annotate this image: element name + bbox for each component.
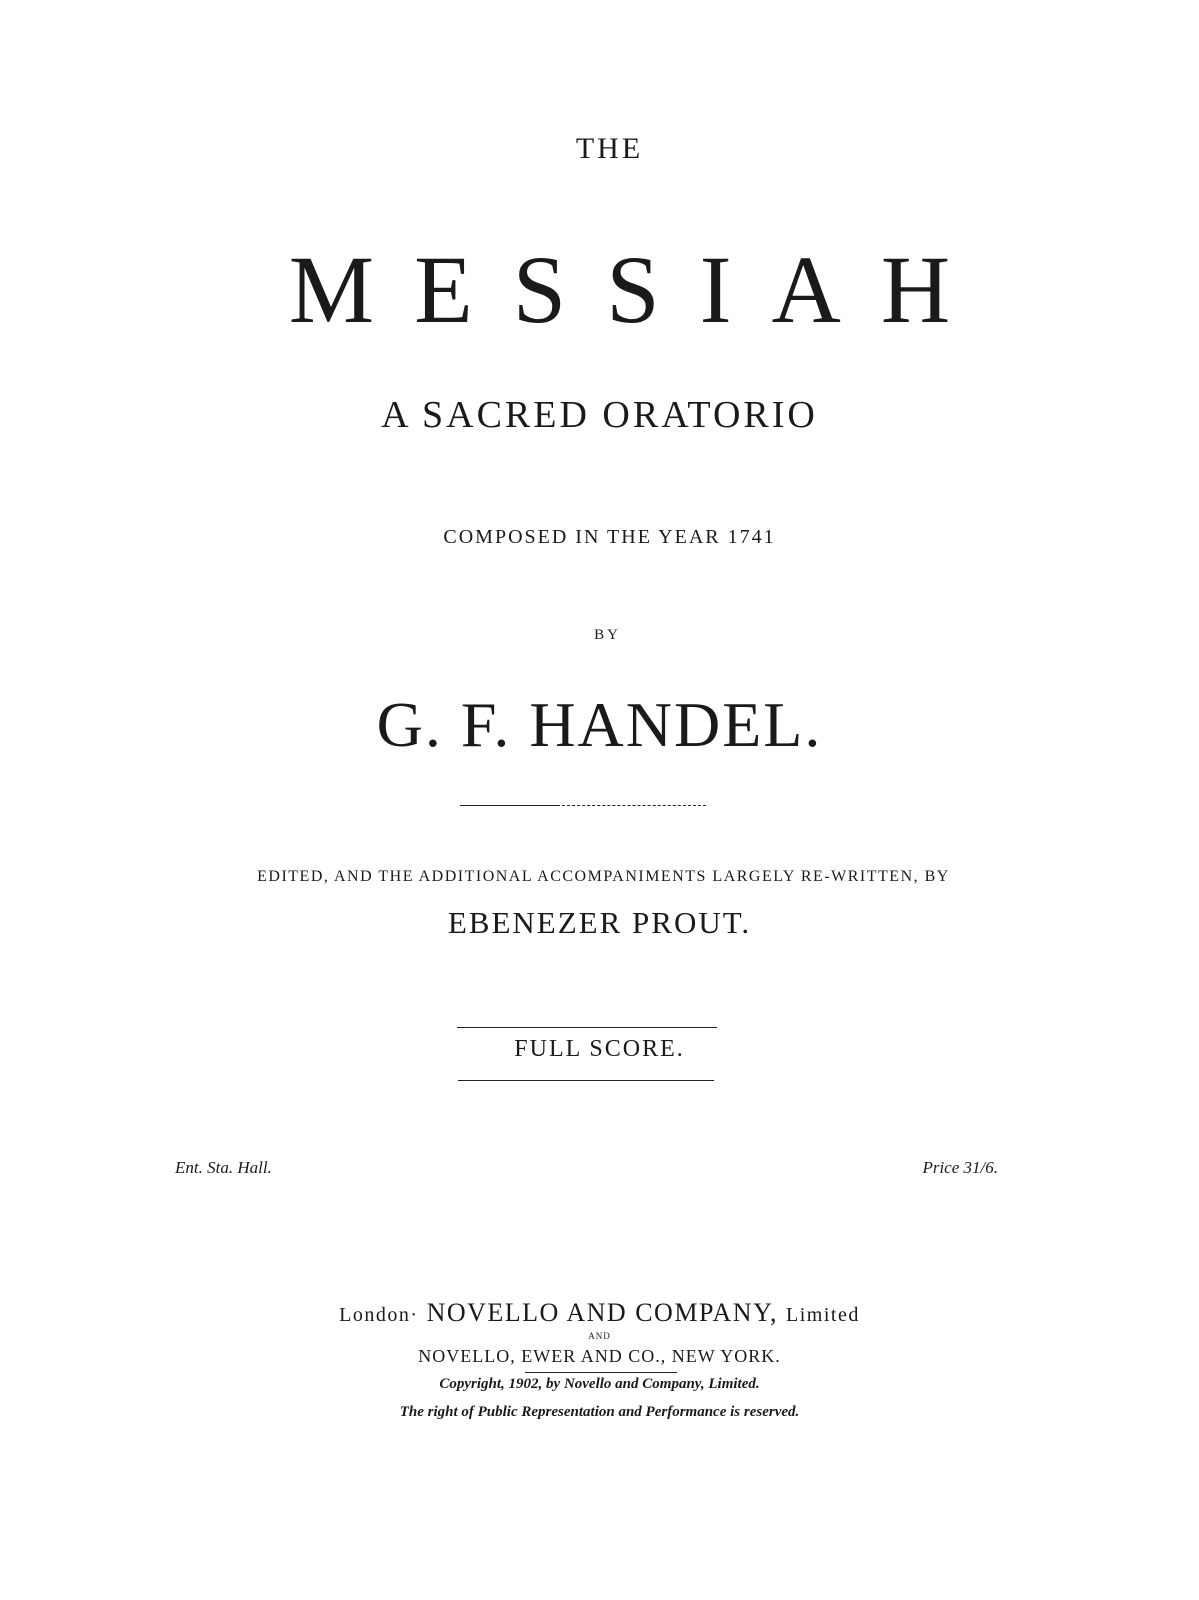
publisher-and: AND [588, 1331, 611, 1341]
composer-name: G. F. HANDEL. [376, 689, 823, 760]
score-rule-bottom [458, 1080, 714, 1081]
by-line: BY [594, 627, 621, 643]
publisher-line [0, 1298, 1199, 1328]
publisher-suffix: Limited [786, 1304, 860, 1326]
publisher-second: NOVELLO, EWER AND CO., NEW YORK. [418, 1346, 781, 1366]
registration-note: Ent. Sta. Hall. [175, 1158, 272, 1177]
subtitle: A SACRED ORATORIO [381, 394, 818, 436]
editor-name: EBENEZER PROUT. [447, 905, 752, 940]
copyright-underline [525, 1372, 677, 1373]
ornament-rule-solid [460, 805, 560, 806]
page-title: MESSIAH [288, 236, 991, 343]
price-note: Price 31/6. [922, 1158, 998, 1177]
publisher-city: London· [339, 1304, 419, 1326]
publisher-name: NOVELLO AND COMPANY, [426, 1298, 778, 1327]
score-rule-top [457, 1027, 717, 1028]
composed-line: COMPOSED IN THE YEAR 1741 [443, 526, 776, 548]
copyright-line: Copyright, 1902, by Novello and Company, Limited. [439, 1376, 760, 1392]
edited-line: EDITED, AND THE ADDITIONAL ACCOMPANIMENTS LARGELY RE-WRITTEN, BY [257, 868, 950, 885]
title-article: THE [575, 132, 644, 165]
ornament-rule-dashed [562, 805, 706, 806]
edition-label: FULL SCORE. [514, 1036, 685, 1062]
rights-line: The right of Public Representation and Performance is reserved. [399, 1404, 800, 1420]
